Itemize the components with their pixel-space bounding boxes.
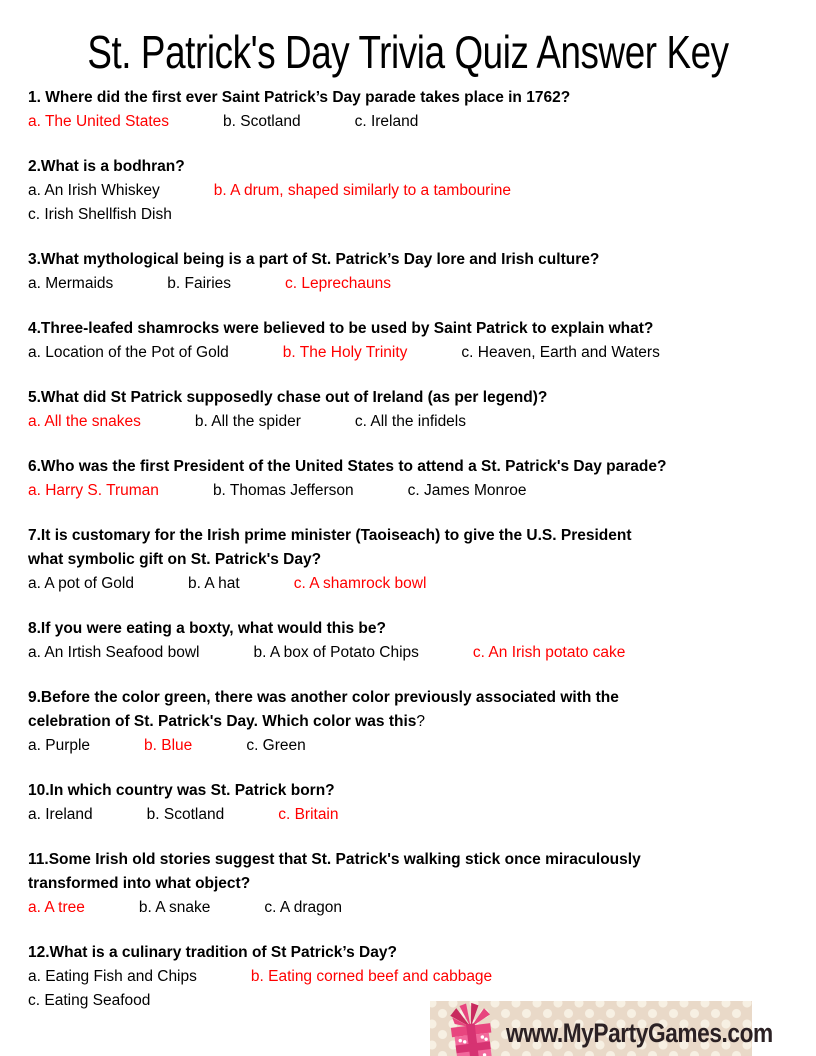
answer-option: b. All the spider — [194, 413, 301, 430]
answer-option: c. Eating Seafood — [28, 992, 151, 1009]
answer-option: c. Ireland — [354, 113, 419, 130]
answer-option-correct: c. An Irish potato cake — [472, 644, 626, 661]
answer-option: c. Irish Shellfish Dish — [28, 206, 172, 223]
answer-line — [28, 341, 788, 365]
answer-line — [28, 179, 788, 203]
answer-option: b. Scotland — [223, 113, 301, 130]
answer-option-correct: c. A shamrock bowl — [293, 575, 427, 592]
question-block — [28, 617, 788, 665]
question-block — [28, 524, 788, 596]
answer-option-correct: a. A tree — [28, 899, 85, 916]
answer-line — [28, 896, 788, 920]
answer-option: a. Mermaids — [28, 275, 114, 292]
question-block — [28, 686, 788, 758]
question-tail: ? — [416, 713, 426, 730]
answer-option-correct: b. Eating corned beef and cabbage — [250, 968, 493, 985]
answer-line — [28, 110, 788, 134]
answer-option-correct: c. Britain — [278, 806, 339, 823]
question-text: 11.Some Irish old stories suggest that St. Patrick's walking stick once miraculously — [28, 851, 641, 868]
answer-line — [28, 803, 788, 827]
question-block — [28, 386, 788, 434]
answer-option: b. Scotland — [146, 806, 225, 823]
answer-option-correct: b. A drum, shaped similarly to a tambourine — [213, 182, 512, 199]
question-block — [28, 248, 788, 296]
answer-line — [28, 965, 788, 989]
answer-option-correct: a. The United States — [28, 113, 170, 130]
question-text: 6.Who was the first President of the United States to attend a St. Patrick's Day parade? — [28, 458, 667, 475]
footer-banner — [430, 1001, 773, 1056]
question-block — [28, 848, 788, 920]
answer-option-correct: a. Harry S. Truman — [28, 482, 159, 499]
question-text: what symbolic gift on St. Patrick's Day? — [28, 551, 322, 568]
answer-option-correct: c. Leprechauns — [285, 275, 392, 292]
website-url: www.MyPartyGames.com — [506, 1017, 773, 1048]
answer-line — [28, 203, 788, 227]
answer-option: b. A box of Potato Chips — [253, 644, 419, 661]
question-text: 10.In which country was St. Patrick born? — [28, 782, 335, 799]
answer-option: c. All the infidels — [354, 413, 467, 430]
answer-option-correct: a. All the snakes — [28, 413, 141, 430]
answer-option: a. Eating Fish and Chips — [28, 968, 197, 985]
question-block — [28, 86, 788, 134]
answer-option-correct: b. Blue — [144, 737, 193, 754]
question-text: 7.It is customary for the Irish prime minister (Taoiseach) to give the U.S. President — [28, 527, 632, 544]
question-text: 1. Where did the first ever Saint Patrick’s Day parade takes place in 1762? — [28, 89, 571, 106]
question-text: 9.Before the color green, there was another color previously associated with the — [28, 689, 619, 706]
answer-option: b. Fairies — [167, 275, 232, 292]
answer-line — [28, 572, 788, 596]
answer-option: b. A snake — [138, 899, 211, 916]
question-block — [28, 779, 788, 827]
answer-option: a. Location of the Pot of Gold — [28, 344, 229, 361]
answer-option: b. Thomas Jefferson — [212, 482, 354, 499]
answer-option: a. Ireland — [28, 806, 93, 823]
answer-option: a. Purple — [28, 737, 91, 754]
answer-option: c. Heaven, Earth and Waters — [461, 344, 660, 361]
gift-icon — [444, 1003, 500, 1056]
answer-option: c. A dragon — [264, 899, 342, 916]
question-list — [0, 80, 816, 1013]
answer-option: a. An Irtish Seafood bowl — [28, 644, 200, 661]
question-text: 8.If you were eating a boxty, what would this be? — [28, 620, 386, 637]
question-text: 3.What mythological being is a part of St. Patrick’s Day lore and Irish culture? — [28, 251, 600, 268]
answer-option: a. A pot of Gold — [28, 575, 134, 592]
question-text: 5.What did St Patrick supposedly chase out of Ireland (as per legend)? — [28, 389, 548, 406]
answer-option: b. A hat — [188, 575, 240, 592]
answer-option: a. An Irish Whiskey — [28, 182, 160, 199]
question-block — [28, 155, 788, 227]
question-block — [28, 317, 788, 365]
question-text: 4.Three-leafed shamrocks were believed to be used by Saint Patrick to explain what? — [28, 320, 654, 337]
question-text: transformed into what object? — [28, 875, 251, 892]
answer-line — [28, 410, 788, 434]
question-text: 12.What is a culinary tradition of St Patrick’s Day? — [28, 944, 397, 961]
question-text: 2.What is a bodhran? — [28, 158, 185, 175]
answer-option-correct: b. The Holy Trinity — [282, 344, 408, 361]
answer-option: c. James Monroe — [407, 482, 527, 499]
question-text: celebration of St. Patrick's Day. Which color was this? — [28, 713, 426, 730]
answer-line — [28, 734, 788, 758]
page-title: St. Patrick's Day Trivia Quiz Answer Key — [87, 26, 729, 78]
answer-option: c. Green — [246, 737, 306, 754]
question-block — [28, 455, 788, 503]
answer-line — [28, 272, 788, 296]
answer-line — [28, 479, 788, 503]
answer-line — [28, 641, 788, 665]
